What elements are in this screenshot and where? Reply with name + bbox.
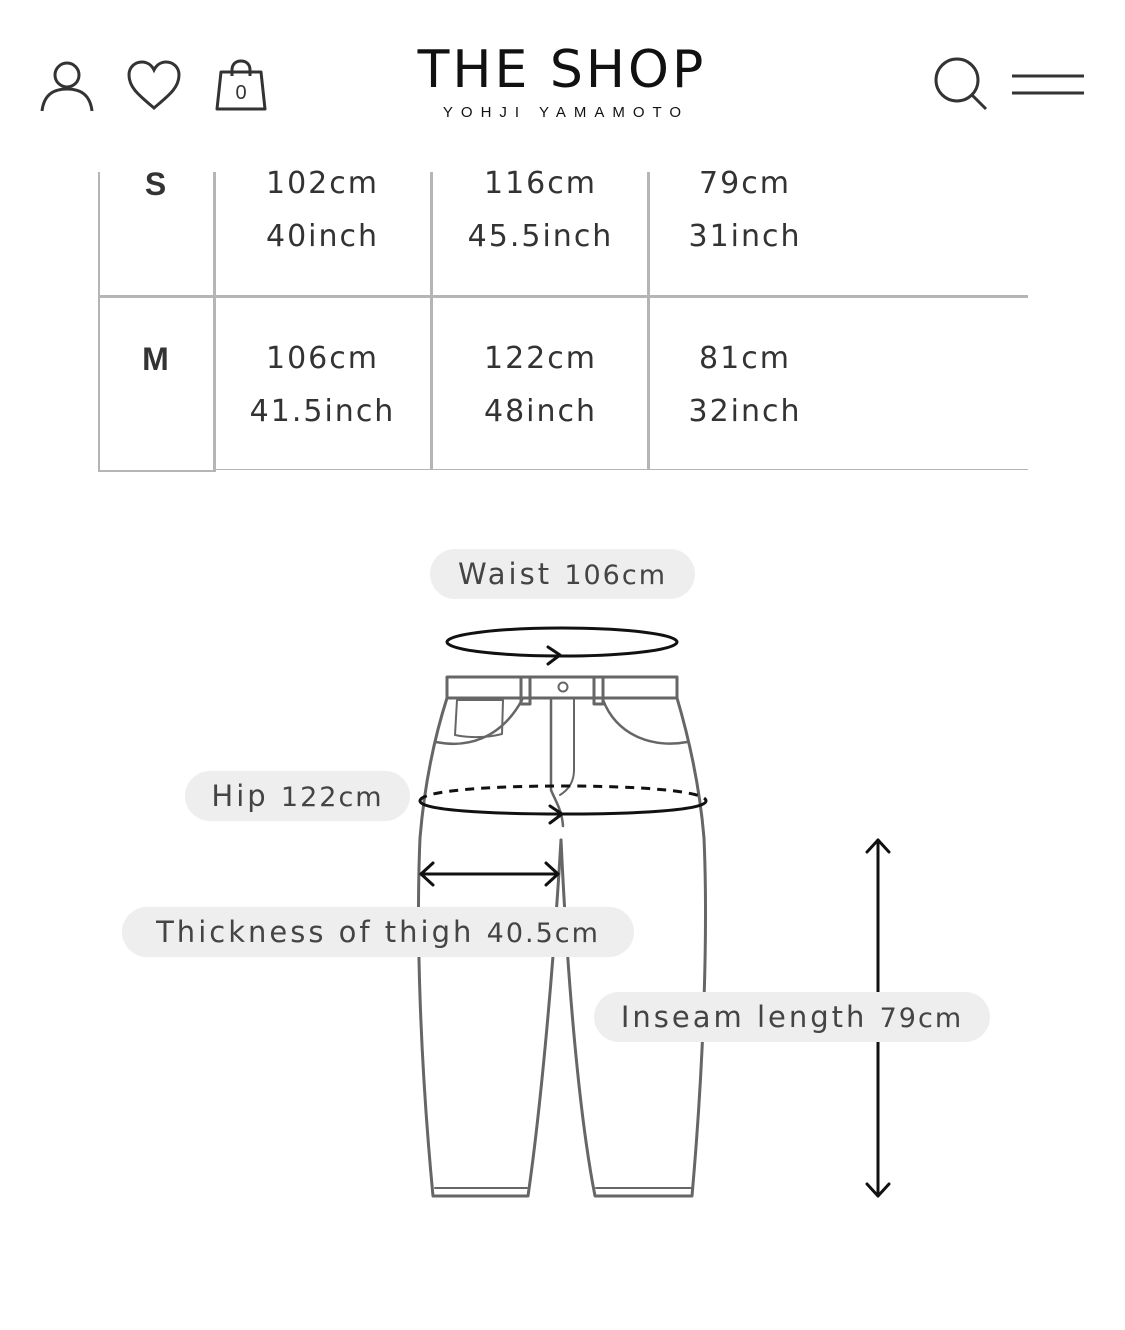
inseam-label-text: Inseam length <box>620 1000 868 1034</box>
size-label: S <box>144 166 167 202</box>
inseam-cm: 79cm <box>699 166 791 201</box>
inseam-cm: 81cm <box>699 341 791 376</box>
waist-inch: 41.5inch <box>249 394 396 429</box>
table-border <box>98 172 100 472</box>
brand-title: THE SHOP <box>417 40 707 100</box>
search-icon[interactable] <box>930 56 990 112</box>
waist-cm: 106cm <box>266 341 379 376</box>
size-table <box>98 150 1028 472</box>
site-header <box>0 0 1125 150</box>
brand-logo[interactable] <box>362 40 762 121</box>
hip-measure-line <box>420 786 706 823</box>
hip-inch: 48inch <box>483 394 598 429</box>
waist-measure-line <box>447 628 677 664</box>
table-border <box>215 469 1028 470</box>
thigh-label-text: Thickness of thigh <box>156 915 475 949</box>
hip-cm: 116cm <box>484 166 597 201</box>
waist-inch: 40inch <box>265 219 380 254</box>
cart-count: 0 <box>235 82 247 104</box>
hip-inch: 45.5inch <box>467 219 614 254</box>
shopping-bag-icon[interactable] <box>214 58 268 114</box>
hip-cm: 122cm <box>484 341 597 376</box>
menu-icon[interactable] <box>1012 73 1084 97</box>
brand-subtitle: YOHJI YAMAMOTO <box>442 104 690 121</box>
hip-label <box>185 771 410 821</box>
inseam-inch: 31inch <box>688 219 802 254</box>
inseam-label-value: 79cm <box>879 1003 964 1034</box>
pants-illustration <box>0 520 1125 1240</box>
inseam-inch: 32inch <box>688 394 802 429</box>
thigh-label <box>122 907 634 957</box>
waist-cm: 102cm <box>266 166 379 201</box>
thigh-measure-line <box>421 863 558 885</box>
table-border <box>98 295 1028 298</box>
waist-label-value: 106cm <box>564 560 668 591</box>
table-border <box>98 470 215 472</box>
inseam-label <box>594 992 990 1042</box>
hip-label-value: 122cm <box>280 782 384 813</box>
waist-label-text: Waist <box>457 557 553 591</box>
user-icon[interactable] <box>38 58 98 114</box>
thigh-label-value: 40.5cm <box>486 918 600 949</box>
inseam-cell <box>530 157 960 263</box>
waist-cell <box>215 332 430 438</box>
waist-cell <box>215 157 430 263</box>
size-label: M <box>142 341 169 377</box>
waist-label <box>430 549 695 599</box>
hip-label-text: Hip <box>211 779 269 813</box>
inseam-cell <box>530 332 960 438</box>
pants-measurement-diagram <box>0 520 1125 1240</box>
heart-icon[interactable] <box>126 60 182 112</box>
